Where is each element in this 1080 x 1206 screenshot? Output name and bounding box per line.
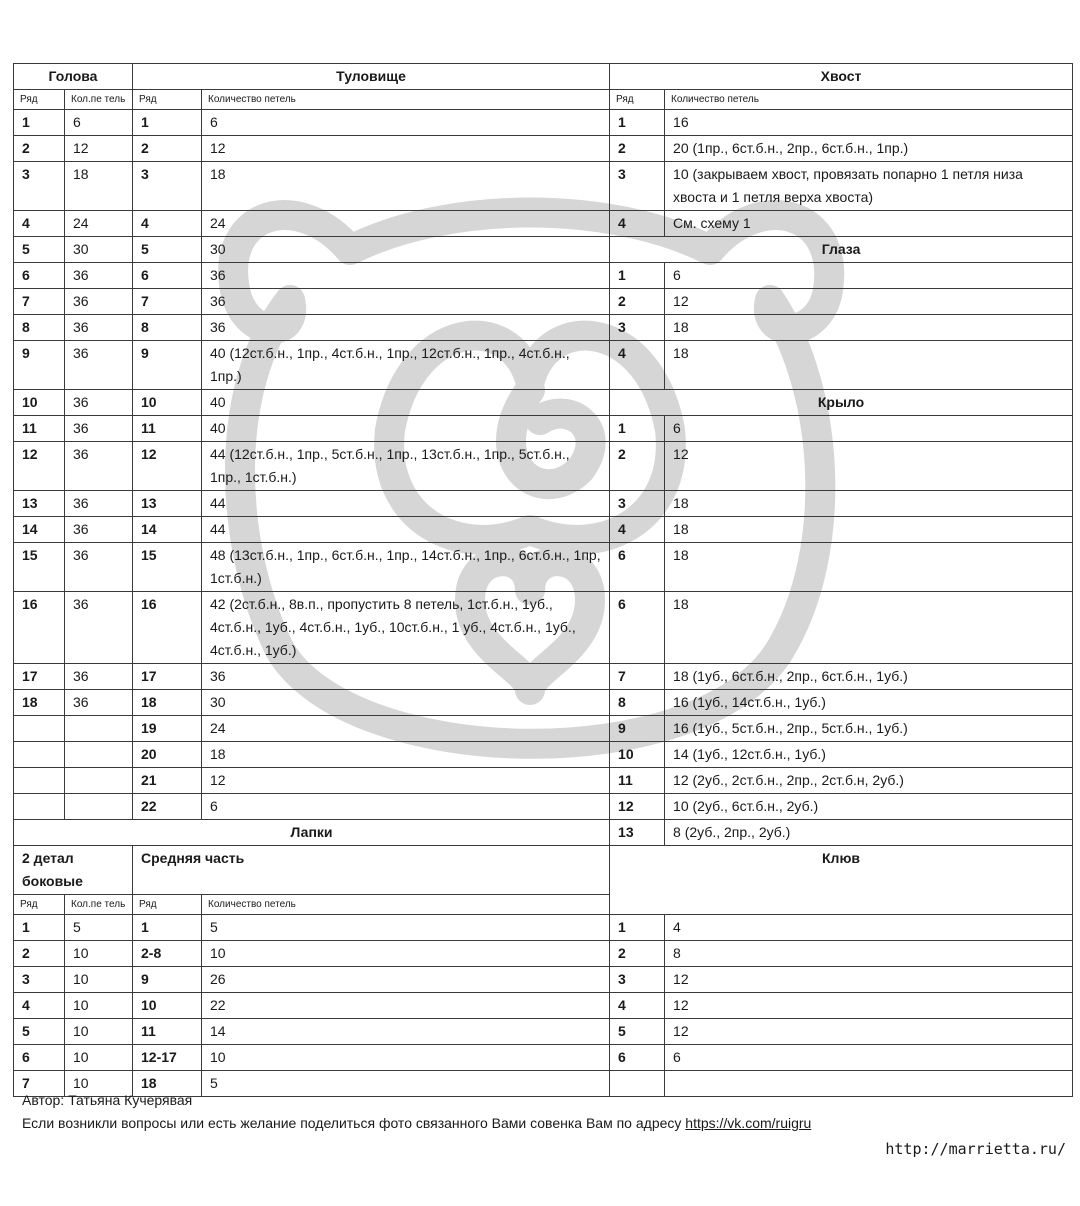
table-row <box>14 162 1073 211</box>
table-cell: 12 <box>202 136 610 162</box>
table-cell: 44 <box>202 491 610 517</box>
table-row <box>14 1045 1073 1071</box>
table-cell: 2 <box>133 136 202 162</box>
crochet-pattern-table <box>13 63 1073 1097</box>
body-header: Туловище <box>133 64 610 90</box>
table-cell: 12 <box>665 967 1073 993</box>
table-cell: 10 <box>202 941 610 967</box>
table-cell: 3 <box>610 162 665 211</box>
table-cell: 10 <box>65 967 133 993</box>
paws-side-header: 2 детал боковые <box>14 846 133 895</box>
table-cell: 12 (2уб., 2ст.б.н., 2пр., 2ст.б.н, 2уб.) <box>665 768 1073 794</box>
table-cell: 2 <box>14 941 65 967</box>
table-row <box>14 941 1073 967</box>
table-cell: 10 <box>133 993 202 1019</box>
paws-header: Лапки <box>14 820 610 846</box>
section-header-row <box>14 64 1073 90</box>
table-row <box>14 716 1073 742</box>
table-cell: 10 <box>65 1019 133 1045</box>
table-cell: 7 <box>133 289 202 315</box>
table-cell: 26 <box>202 967 610 993</box>
site-url-watermark: http://marrietta.ru/ <box>885 1140 1066 1158</box>
table-row <box>14 794 1073 820</box>
table-row <box>14 289 1073 315</box>
table-cell: 7 <box>610 664 665 690</box>
table-cell: 4 <box>610 211 665 237</box>
table-cell: 20 <box>133 742 202 768</box>
table-row <box>14 263 1073 289</box>
table-row <box>14 690 1073 716</box>
table-cell: 6 <box>14 1045 65 1071</box>
table-cell: 18 <box>665 592 1073 664</box>
table-cell: 36 <box>202 315 610 341</box>
table-cell: 42 (2ст.б.н., 8в.п., пропустить 8 петель, 1ст.б.н., 1уб., 4ст.б.н., 1уб., 4ст.б.н., 1уб., 10ст.б.н., 1 уб., 4ст.б.н., 1уб., 4ст.б.н., 1уб.) <box>202 592 610 664</box>
table-cell: 5 <box>14 1019 65 1045</box>
col-row: Ряд <box>14 895 65 915</box>
table-cell: 4 <box>133 211 202 237</box>
table-cell: 6 <box>133 263 202 289</box>
table-cell <box>14 768 65 794</box>
table-cell: 18 <box>65 162 133 211</box>
table-cell <box>14 716 65 742</box>
table-cell: 10 (2уб., 6ст.б.н., 2уб.) <box>665 794 1073 820</box>
table-cell: 10 <box>202 1045 610 1071</box>
table-cell: 40 <box>202 390 610 416</box>
table-cell: 18 <box>665 543 1073 592</box>
table-cell: 8 <box>665 941 1073 967</box>
table-cell: 9 <box>610 716 665 742</box>
table-cell: 2 <box>610 941 665 967</box>
table-cell: 36 <box>65 491 133 517</box>
table-cell: 10 <box>65 1071 133 1097</box>
table-cell: 24 <box>202 716 610 742</box>
table-cell: 12 <box>665 993 1073 1019</box>
table-cell: 1 <box>14 110 65 136</box>
table-cell: 36 <box>202 263 610 289</box>
table-cell <box>665 1071 1073 1097</box>
table-cell: 3 <box>610 315 665 341</box>
table-cell: 36 <box>65 416 133 442</box>
table-cell: 36 <box>65 315 133 341</box>
table-cell: 8 <box>133 315 202 341</box>
table-cell: 4 <box>14 211 65 237</box>
table-cell: 10 <box>14 390 65 416</box>
table-cell: 18 <box>202 162 610 211</box>
col-count: Количество петель <box>202 90 610 110</box>
col-row: Ряд <box>133 895 202 915</box>
table-cell: 12-17 <box>133 1045 202 1071</box>
col-count: Количество петель <box>665 90 1073 110</box>
table-cell: 18 <box>665 341 1073 390</box>
table-cell: 9 <box>133 967 202 993</box>
table-cell: 4 <box>14 993 65 1019</box>
vk-link[interactable]: https://vk.com/ruigru <box>685 1115 812 1131</box>
table-cell: 16 <box>133 592 202 664</box>
table-cell: 18 <box>665 315 1073 341</box>
table-cell <box>14 794 65 820</box>
table-cell: 6 <box>665 1045 1073 1071</box>
table-cell: 1 <box>133 915 202 941</box>
table-cell: 48 (13ст.б.н., 1пр., 6ст.б.н., 1пр., 14ст.б.н., 1пр., 6ст.б.н., 1пр, 1ст.б.н.) <box>202 543 610 592</box>
table-cell: 10 <box>65 941 133 967</box>
wing-header: Крыло <box>610 390 1073 416</box>
table-cell: 18 <box>14 690 65 716</box>
table-cell: 17 <box>14 664 65 690</box>
table-row <box>14 1019 1073 1045</box>
table-cell: 6 <box>202 794 610 820</box>
table-cell: 22 <box>202 993 610 1019</box>
table-cell: 2 <box>610 136 665 162</box>
table-cell: 6 <box>665 416 1073 442</box>
table-cell: 36 <box>202 289 610 315</box>
table-cell: 15 <box>14 543 65 592</box>
table-cell: 36 <box>65 341 133 390</box>
table-cell: 10 <box>65 1045 133 1071</box>
table-row <box>14 967 1073 993</box>
table-row <box>14 592 1073 664</box>
table-cell: 12 <box>665 442 1073 491</box>
table-cell: 19 <box>133 716 202 742</box>
table-cell: 1 <box>14 915 65 941</box>
table-cell: 5 <box>610 1019 665 1045</box>
table-cell: 44 <box>202 517 610 543</box>
table-cell: 7 <box>14 289 65 315</box>
table-cell: 36 <box>65 263 133 289</box>
table-cell: 10 <box>610 742 665 768</box>
author-line: Автор: Татьяна Кучерявая <box>22 1092 193 1108</box>
table-cell: 10 <box>65 993 133 1019</box>
table-cell: 21 <box>133 768 202 794</box>
col-row: Ряд <box>14 90 65 110</box>
table-cell: 1 <box>610 915 665 941</box>
table-cell: 18 <box>665 517 1073 543</box>
table-cell: 9 <box>14 341 65 390</box>
table-cell: 36 <box>65 390 133 416</box>
table-cell: 18 (1уб., 6ст.б.н., 2пр., 6ст.б.н., 1уб.) <box>665 664 1073 690</box>
paws-middle-header: Средняя часть <box>133 846 610 895</box>
table-row <box>14 517 1073 543</box>
table-cell: 30 <box>202 690 610 716</box>
table-cell: 12 <box>665 1019 1073 1045</box>
table-cell: 4 <box>610 993 665 1019</box>
table-cell: 5 <box>65 915 133 941</box>
table-cell: 6 <box>665 263 1073 289</box>
table-cell: 12 <box>14 442 65 491</box>
col-row: Ряд <box>610 90 665 110</box>
col-count: Кол.пе тель <box>65 90 133 110</box>
table-cell: 30 <box>202 237 610 263</box>
table-cell: 4 <box>610 517 665 543</box>
table-cell: 11 <box>133 1019 202 1045</box>
head-header: Голова <box>14 64 133 90</box>
table-cell: 15 <box>133 543 202 592</box>
table-row <box>14 742 1073 768</box>
table-cell: 5 <box>202 1071 610 1097</box>
table-cell: 4 <box>610 341 665 390</box>
table-cell: 2-8 <box>133 941 202 967</box>
table-cell: 44 (12ст.б.н., 1пр., 5ст.б.н., 1пр., 13ст.б.н., 1пр., 5ст.б.н., 1пр., 1ст.б.н.) <box>202 442 610 491</box>
table-row <box>14 768 1073 794</box>
table-cell: 18 <box>133 1071 202 1097</box>
table-row <box>14 543 1073 592</box>
table-cell: 3 <box>133 162 202 211</box>
table-cell: 12 <box>610 794 665 820</box>
table-cell: 6 <box>610 543 665 592</box>
table-cell: 18 <box>133 690 202 716</box>
table-cell: 11 <box>610 768 665 794</box>
contact-note-text: Если возникли вопросы или есть желание поделиться фото связанного Вами совенка Вам по адресу <box>22 1115 682 1131</box>
table-cell: 16 <box>14 592 65 664</box>
contact-note <box>22 1115 811 1131</box>
table-cell: 14 <box>202 1019 610 1045</box>
table-cell: 8 <box>14 315 65 341</box>
table-cell: 16 (1уб., 5ст.б.н., 2пр., 5ст.б.н., 1уб.) <box>665 716 1073 742</box>
column-header-row <box>14 90 1073 110</box>
paws-header-row <box>14 820 1073 846</box>
table-cell: 36 <box>65 592 133 664</box>
beak-header: Клюв <box>610 846 1073 915</box>
table-cell <box>65 742 133 768</box>
table-row <box>14 110 1073 136</box>
table-row <box>14 915 1073 941</box>
table-cell: 12 <box>65 136 133 162</box>
table-cell: 16 <box>665 110 1073 136</box>
table-cell: 6 <box>14 263 65 289</box>
table-row <box>14 341 1073 390</box>
table-cell: 36 <box>65 442 133 491</box>
table-cell: 7 <box>14 1071 65 1097</box>
table-row <box>14 136 1073 162</box>
table-cell: 5 <box>202 915 610 941</box>
table-cell: 5 <box>133 237 202 263</box>
table-cell: 3 <box>610 967 665 993</box>
table-cell: 2 <box>610 289 665 315</box>
table-cell: 5 <box>14 237 65 263</box>
table-cell: 12 <box>202 768 610 794</box>
table-cell: 24 <box>65 211 133 237</box>
table-row <box>14 993 1073 1019</box>
table-cell: 14 (1уб., 12ст.б.н., 1уб.) <box>665 742 1073 768</box>
table-cell: 3 <box>14 967 65 993</box>
table-row <box>14 491 1073 517</box>
col-row: Ряд <box>133 90 202 110</box>
table-cell: 8 <box>610 690 665 716</box>
table-cell: 3 <box>610 491 665 517</box>
table-cell <box>65 768 133 794</box>
table-cell: 36 <box>65 517 133 543</box>
table-cell: 30 <box>65 237 133 263</box>
col-count: Количество петель <box>202 895 610 915</box>
table-row <box>14 237 1073 263</box>
table-cell: 40 (12ст.б.н., 1пр., 4ст.б.н., 1пр., 12ст.б.н., 1пр., 4ст.б.н., 1пр.) <box>202 341 610 390</box>
table-cell: 36 <box>65 543 133 592</box>
table-cell: 6 <box>65 110 133 136</box>
table-cell: 12 <box>665 289 1073 315</box>
table-row <box>14 442 1073 491</box>
table-cell: 12 <box>133 442 202 491</box>
table-cell: 14 <box>133 517 202 543</box>
paws-subheader-row <box>14 846 1073 895</box>
table-cell: 6 <box>202 110 610 136</box>
table-cell: 14 <box>14 517 65 543</box>
table-row <box>14 416 1073 442</box>
table-cell <box>65 794 133 820</box>
table-cell: 36 <box>65 690 133 716</box>
table-cell: 9 <box>133 341 202 390</box>
table-cell: 6 <box>610 1045 665 1071</box>
table-row <box>14 211 1073 237</box>
table-cell: 1 <box>610 110 665 136</box>
table-cell: 8 (2уб., 2пр., 2уб.) <box>665 820 1073 846</box>
table-cell: 1 <box>610 416 665 442</box>
table-cell <box>610 1071 665 1097</box>
table-cell: 16 (1уб., 14ст.б.н., 1уб.) <box>665 690 1073 716</box>
table-cell <box>65 716 133 742</box>
table-row <box>14 315 1073 341</box>
table-cell: 18 <box>202 742 610 768</box>
col-count: Кол.пе тель <box>65 895 133 915</box>
table-cell: 1 <box>133 110 202 136</box>
table-cell: 6 <box>610 592 665 664</box>
table-cell: 40 <box>202 416 610 442</box>
table-cell: 13 <box>610 820 665 846</box>
table-row <box>14 664 1073 690</box>
table-cell: 22 <box>133 794 202 820</box>
table-cell: 2 <box>610 442 665 491</box>
table-cell: 36 <box>65 664 133 690</box>
table-cell: 24 <box>202 211 610 237</box>
table-row <box>14 390 1073 416</box>
table-cell: 10 <box>133 390 202 416</box>
table-cell: 11 <box>133 416 202 442</box>
table-cell: 18 <box>665 491 1073 517</box>
table-cell: 1 <box>610 263 665 289</box>
table-cell: 13 <box>14 491 65 517</box>
table-cell: 10 (закрываем хвост, провязать попарно 1 петля низа хвоста и 1 петля верха хвоста) <box>665 162 1073 211</box>
table-cell: 20 (1пр., 6ст.б.н., 2пр., 6ст.б.н., 1пр.) <box>665 136 1073 162</box>
table-cell: 36 <box>202 664 610 690</box>
eyes-header: Глаза <box>610 237 1073 263</box>
table-cell: 3 <box>14 162 65 211</box>
table-cell: 2 <box>14 136 65 162</box>
table-cell: 13 <box>133 491 202 517</box>
table-cell: 36 <box>65 289 133 315</box>
table-cell: 4 <box>665 915 1073 941</box>
table-cell: 11 <box>14 416 65 442</box>
table-cell <box>14 742 65 768</box>
tail-header: Хвост <box>610 64 1073 90</box>
table-cell: См. схему 1 <box>665 211 1073 237</box>
table-cell: 17 <box>133 664 202 690</box>
